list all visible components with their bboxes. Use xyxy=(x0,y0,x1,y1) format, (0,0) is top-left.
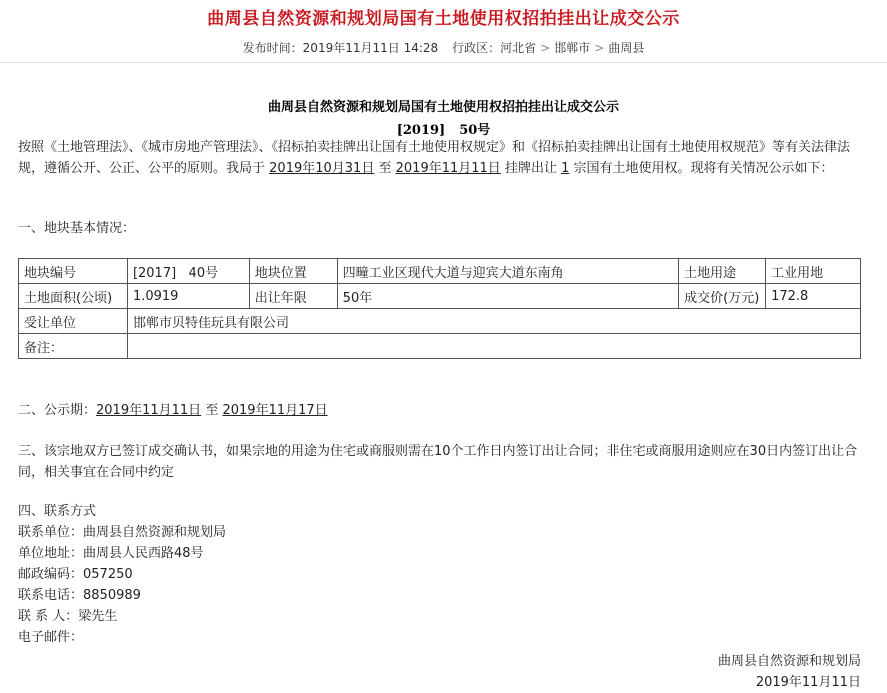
publish-meta xyxy=(0,39,887,56)
document-number-year: [2019] xyxy=(396,123,446,138)
region-county-link[interactable]: 曲周县 xyxy=(608,41,645,55)
intro-listing: 挂牌出让 xyxy=(504,161,557,176)
contact-phone: 联系电话：8850989 xyxy=(18,588,141,603)
buyer-value: 邯郸市贝特佳玩具有限公司 xyxy=(127,309,860,334)
section-2-end: 2019年11月17日 xyxy=(222,403,328,418)
contact-email: 电子邮件： xyxy=(18,630,84,645)
area-value: 1.0919 xyxy=(127,284,249,309)
area-label: 土地面积(公顷) xyxy=(19,284,128,309)
page-title: 曲周县自然资源和规划局国有土地使用权招拍挂出让成交公示 xyxy=(207,9,680,29)
section-2-label: 二、公示期： xyxy=(18,403,97,418)
intro-date-start: 2019年10月31日 xyxy=(269,161,375,176)
remark-label: 备注： xyxy=(19,334,128,359)
parcel-no-value: [2017] 40号 xyxy=(127,259,249,284)
intro-text: 按照《土地管理法》、《城市房地产管理法》、《招标拍卖挂牌出让国有土地使用权规定》和《招标拍卖挂牌出让国有土地使用权规范》等有关法律法规，遵循公开、公正、公平的原则。我局于 xyxy=(18,140,851,176)
intro-to: 至 xyxy=(378,161,392,176)
section-2 xyxy=(18,401,328,421)
signature-date: 2019年11月11日 xyxy=(755,675,861,690)
term-label: 出让年限 xyxy=(249,284,337,309)
price-value: 172.8 xyxy=(766,284,861,309)
region-label: 行政区： xyxy=(452,41,501,55)
region-city-link[interactable]: 邯郸市 xyxy=(554,41,591,55)
intro-text-end: 宗国有土地使用权。现将有关情况公示如下： xyxy=(573,161,834,176)
header-divider xyxy=(0,62,887,63)
table-row xyxy=(19,284,861,309)
use-value: 工业用地 xyxy=(766,259,861,284)
contact-org: 联系单位：曲周县自然资源和规划局 xyxy=(18,525,227,540)
section-4-heading: 四、联系方式 xyxy=(18,504,97,519)
contact-postcode: 邮政编码：057250 xyxy=(18,567,133,582)
section-1-heading: 一、地块基本情况： xyxy=(18,221,136,236)
intro-paragraph xyxy=(18,137,866,179)
section-3: 三、该宗地双方已签订成交确认书，如果宗地的用途为住宅或商服则需在10个工作日内签订出让合同；非住宅或商服用途则应在30日内签订出让合同，相关事宜在合同中约定 xyxy=(18,444,858,480)
breadcrumb-arrow-icon: > xyxy=(540,41,551,55)
term-value: 50年 xyxy=(337,284,678,309)
breadcrumb-arrow-icon: > xyxy=(594,41,605,55)
document-title: 曲周县自然资源和规划局国有土地使用权招拍挂出让成交公示 xyxy=(267,100,619,115)
contact-address: 单位地址：曲周县人民西路48号 xyxy=(18,546,204,561)
parcel-info-table xyxy=(18,258,861,359)
region-province-link[interactable]: 河北省 xyxy=(500,41,537,55)
parcel-no-label: 地块编号 xyxy=(19,259,128,284)
publish-label: 发布时间： xyxy=(242,41,303,55)
publish-time: 2019年11月11日 14:28 xyxy=(302,41,439,55)
remark-value xyxy=(127,334,860,359)
section-2-to: 至 xyxy=(205,403,219,418)
signature-org: 曲周县自然资源和规划局 xyxy=(717,654,861,669)
document-number-num: 50号 xyxy=(459,123,491,138)
price-label: 成交价(万元) xyxy=(679,284,766,309)
contact-person: 联 系 人：梁先生 xyxy=(18,609,118,624)
table-row xyxy=(19,259,861,284)
table-row xyxy=(19,309,861,334)
section-2-start: 2019年11月11日 xyxy=(96,403,202,418)
use-label: 土地用途 xyxy=(679,259,766,284)
table-row xyxy=(19,334,861,359)
buyer-label: 受让单位 xyxy=(19,309,128,334)
document-number xyxy=(0,119,887,138)
location-value: 四疃工业区现代大道与迎宾大道东南角 xyxy=(337,259,678,284)
location-label: 地块位置 xyxy=(249,259,337,284)
intro-count: 1 xyxy=(561,161,570,176)
intro-date-end: 2019年11月11日 xyxy=(395,161,501,176)
